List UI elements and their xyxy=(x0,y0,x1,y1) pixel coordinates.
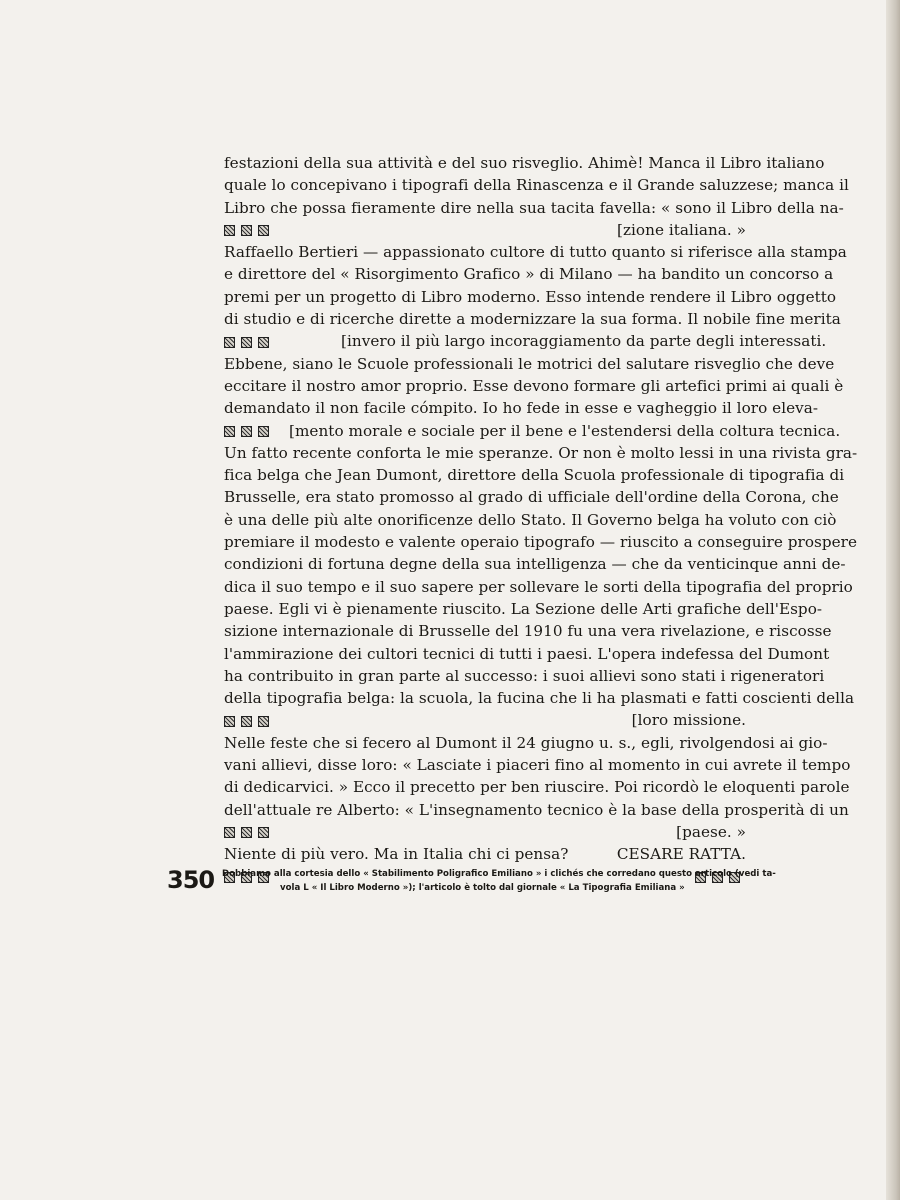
page-number: 350 xyxy=(167,866,215,894)
body-line: di studio e di ricerche dirette a modernizzare la sua forma. Il nobile fine merita xyxy=(224,310,841,329)
body-line: sizione internazionale di Brusselle del 1910 fu una vera rivelazione, e riscosse xyxy=(224,622,832,641)
fleuron-square-icon xyxy=(224,827,235,838)
body-line-tail: [paese. » xyxy=(676,822,746,841)
body-line: eccitare il nostro amor proprio. Esse devono formare gli artefici primi ai quali è xyxy=(224,376,844,395)
body-line: condizioni di fortuna degne della sua intelligenza — che da venticinque anni de- xyxy=(224,555,846,574)
fleuron-square-icon xyxy=(258,426,269,437)
body-line: premiare il modesto e valente operaio tipografo — riuscito a conseguire prospere xyxy=(224,533,858,552)
body-line: dell'attuale re Alberto: « L'insegnamento tecnico è la base della prosperità di un xyxy=(224,800,849,819)
closing-question: Niente di più vero. Ma in Italia chi ci pensa? xyxy=(224,845,569,864)
body-line: di dedicarvici. » Ecco il precetto per ben riuscire. Poi ricordò le eloquenti parole xyxy=(224,778,850,797)
fleuron-square-icon xyxy=(241,225,252,236)
fleuron-square-icon xyxy=(258,716,269,727)
ornament-group xyxy=(224,330,275,352)
footnote-line: vola L « Il Libro Moderno »); l'articolo è tolto dal giornale « La Tipografia Emiliana » xyxy=(280,883,685,893)
body-line-tail: [zione italiana. » xyxy=(617,220,746,239)
body-line: Nelle feste che si fecero al Dumont il 24 giugno u. s., egli, rivolgendosi ai gio- xyxy=(224,733,828,752)
fleuron-square-icon xyxy=(241,716,252,727)
ornament-line xyxy=(224,709,746,731)
body-line-tail: [loro missione. xyxy=(631,711,746,730)
author-signature: CESARE RATTA. xyxy=(616,845,746,864)
ornament-group xyxy=(224,219,275,241)
body-line: Raffaello Bertieri — appassionato cultore di tutto quanto si riferisce alla stampa xyxy=(224,243,847,262)
article-body xyxy=(222,152,858,888)
body-line: premi per un progetto di Libro moderno. Esso intende rendere il Libro oggetto xyxy=(224,287,837,306)
ornament-group xyxy=(224,709,275,731)
body-line: fica belga che Jean Dumont, direttore della Scuola professionale di tipografia di xyxy=(224,466,845,485)
body-line: demandato il non facile cómpito. Io ho fede in esse e vagheggio il loro eleva- xyxy=(224,399,819,418)
ornament-line xyxy=(224,420,841,442)
ornament-group xyxy=(224,821,275,843)
fleuron-square-icon xyxy=(241,426,252,437)
body-line: e direttore del « Risorgimento Grafico » di Milano — ha bandito un concorso a xyxy=(224,265,834,284)
body-line: della tipografia belga: la scuola, la fucina che li ha plasmati e fatti coscienti della xyxy=(224,689,855,708)
fleuron-square-icon xyxy=(224,716,235,727)
fleuron-square-icon xyxy=(224,426,235,437)
body-line: vani allievi, disse loro: « Lasciate i piaceri fino al momento in cui avrete il tempo xyxy=(224,756,851,775)
closing-line xyxy=(224,843,746,865)
ornament-line xyxy=(224,330,827,352)
body-line-tail: [mento morale e sociale per il bene e l'estendersi della coltura tecnica. xyxy=(289,421,841,440)
body-line: paese. Egli vi è pienamente riuscito. La Sezione delle Arti grafiche dell'Espo- xyxy=(224,599,823,618)
footnote xyxy=(222,867,776,895)
fleuron-square-icon xyxy=(224,225,235,236)
body-line: quale lo concepivano i tipografi della Rinascenza e il Grande saluzzese; manca il xyxy=(224,176,849,195)
body-line: Libro che possa fieramente dire nella sua tacita favella: « sono il Libro della na- xyxy=(224,198,844,217)
fleuron-square-icon xyxy=(224,337,235,348)
body-line: Ebbene, siano le Scuole professionali le motrici del salutare risveglio che deve xyxy=(224,354,835,373)
body-line: Un fatto recente conforta le mie speranze. Or non è molto lessi in una rivista gra- xyxy=(224,443,858,462)
body-line: è una delle più alte onorificenze dello Stato. Il Governo belga ha voluto con ciò xyxy=(224,510,837,529)
fleuron-square-icon xyxy=(241,827,252,838)
ornament-line xyxy=(224,219,746,241)
fleuron-square-icon xyxy=(258,225,269,236)
ornament-group xyxy=(224,420,275,442)
body-line-tail: [invero il più largo incoraggiamento da parte degli interessati. xyxy=(341,332,827,351)
body-line: ha contribuito in gran parte al successo: i suoi allievi sono stati i rigeneratori xyxy=(224,666,825,685)
fleuron-square-icon xyxy=(258,337,269,348)
body-line: Brusselle, era stato promosso al grado di ufficiale dell'ordine della Corona, che xyxy=(224,488,839,507)
body-line: festazioni della sua attività e del suo risveglio. Ahimè! Manca il Libro italiano xyxy=(224,154,825,172)
ornament-line xyxy=(224,821,746,843)
fleuron-square-icon xyxy=(258,827,269,838)
page-edge-shadow xyxy=(886,0,900,1200)
body-line: l'ammirazione dei cultori tecnici di tutti i paesi. L'opera indefessa del Dumont xyxy=(224,644,830,663)
footnote-line: Dobbiamo alla cortesia dello « Stabilimento Poligrafico Emiliano » i clichés che corredano questo articolo (vedi ta- xyxy=(222,869,776,879)
fleuron-square-icon xyxy=(241,337,252,348)
body-line: dica il suo tempo e il suo sapere per sollevare le sorti della tipografia del proprio xyxy=(224,577,853,596)
